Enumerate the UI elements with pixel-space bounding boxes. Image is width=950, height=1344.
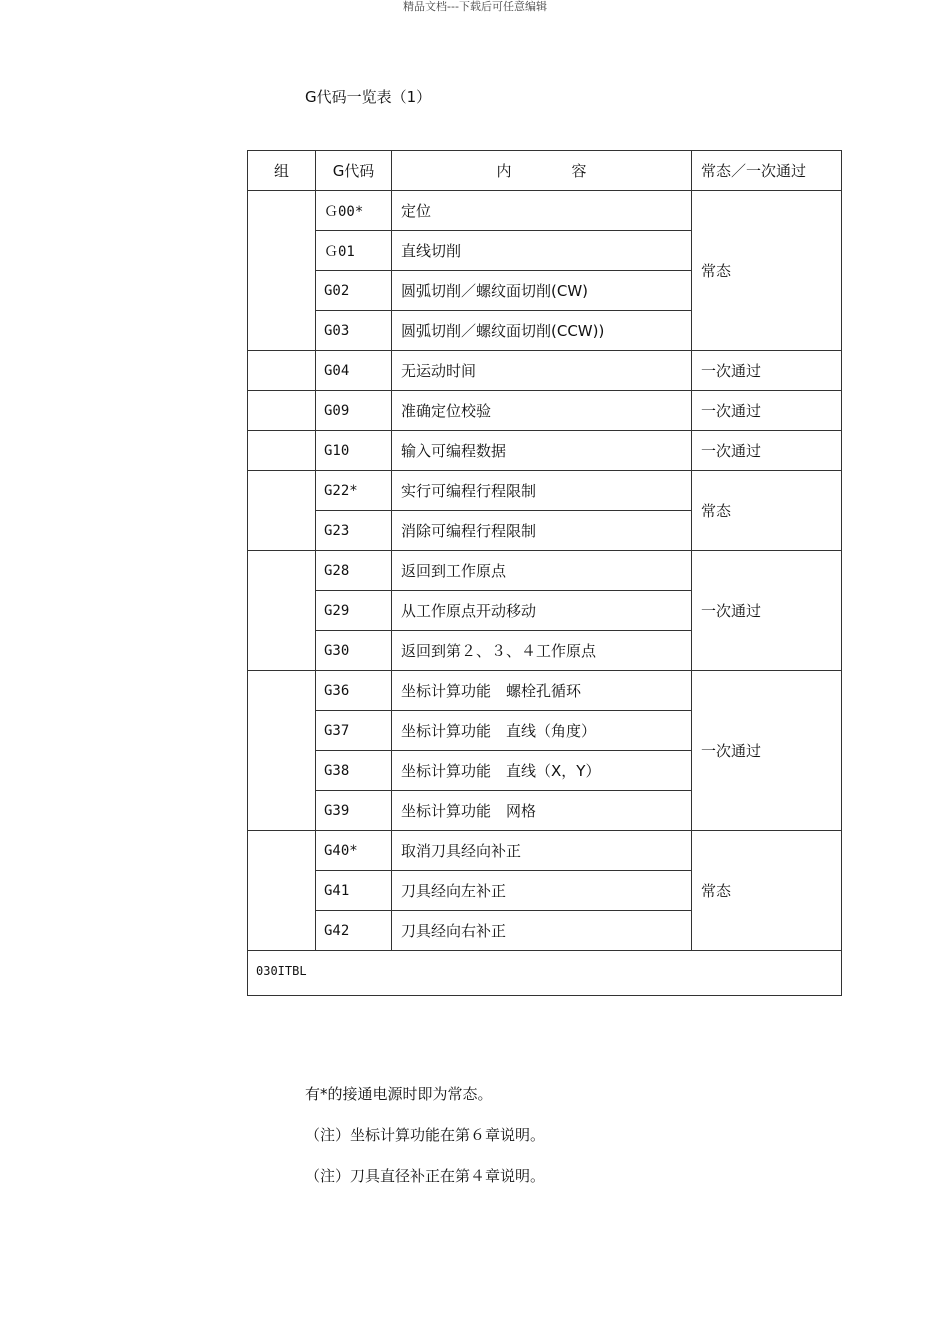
code-cell: G30 [316, 631, 392, 671]
note-line: 有*的接通电源时即为常态。 [305, 1085, 493, 1103]
note-line: （注）刀具直径补正在第４章说明。 [305, 1167, 546, 1185]
group-cell [248, 471, 316, 551]
content-cell: 从工作原点开动移动 [392, 591, 692, 631]
table-header-row [248, 151, 842, 191]
code-cell: G23 [316, 511, 392, 551]
code-cell: G10 [316, 431, 392, 471]
table-body [248, 191, 842, 951]
content-cell: 圆弧切削／螺纹面切削(CCW)) [392, 311, 692, 351]
table-row [248, 391, 842, 431]
content-cell: 坐标计算功能 直线（X，Y） [392, 751, 692, 791]
header-content-right: 容 [571, 162, 587, 180]
content-cell: 坐标计算功能 直线（角度） [392, 711, 692, 751]
table-row [248, 831, 842, 871]
group-cell [248, 351, 316, 391]
g-code-table [247, 150, 842, 996]
mode-cell: 常态 [692, 191, 842, 351]
code-cell: G03 [316, 311, 392, 351]
code-cell: G37 [316, 711, 392, 751]
code-cell: G09 [316, 391, 392, 431]
content-cell: 圆弧切削／螺纹面切削(CW) [392, 271, 692, 311]
content-cell: 返回到第２、３、４工作原点 [392, 631, 692, 671]
note-line: （注）坐标计算功能在第６章说明。 [305, 1126, 546, 1144]
group-cell [248, 391, 316, 431]
mode-cell: 一次通过 [692, 671, 842, 831]
table-row [248, 471, 842, 511]
mode-cell: 一次通过 [692, 351, 842, 391]
table-row [248, 551, 842, 591]
content-cell: 坐标计算功能 网格 [392, 791, 692, 831]
code-cell: G42 [316, 911, 392, 951]
code-cell: G39 [316, 791, 392, 831]
code-cell: Ｇ00* [316, 191, 392, 231]
table-row [248, 351, 842, 391]
table-row [248, 431, 842, 471]
content-cell: 刀具经向左补正 [392, 871, 692, 911]
table-row [248, 191, 842, 231]
content-cell: 输入可编程数据 [392, 431, 692, 471]
mode-cell: 一次通过 [692, 551, 842, 671]
code-cell: G29 [316, 591, 392, 631]
content-cell: 定位 [392, 191, 692, 231]
table-footer-code: 030ITBL [248, 951, 842, 996]
header-code: G代码 [316, 151, 392, 191]
group-cell [248, 551, 316, 671]
group-cell [248, 671, 316, 831]
group-cell [248, 831, 316, 951]
code-cell: G40* [316, 831, 392, 871]
content-cell: 直线切削 [392, 231, 692, 271]
notes [305, 1083, 545, 1206]
code-cell: G04 [316, 351, 392, 391]
group-cell [248, 431, 316, 471]
mode-cell: 常态 [692, 471, 842, 551]
code-cell: Ｇ01 [316, 231, 392, 271]
header-group: 组 [248, 151, 316, 191]
content-cell: 准确定位校验 [392, 391, 692, 431]
code-cell: G28 [316, 551, 392, 591]
mode-cell: 一次通过 [692, 391, 842, 431]
content-cell: 消除可编程行程限制 [392, 511, 692, 551]
table-row [248, 671, 842, 711]
page-header: 精品文档---下载后可任意编辑 [403, 0, 547, 13]
code-cell: G22* [316, 471, 392, 511]
header-mode: 常态／一次通过 [692, 151, 842, 191]
content-cell: 返回到工作原点 [392, 551, 692, 591]
table-footer-row [248, 951, 842, 996]
code-cell: G41 [316, 871, 392, 911]
content-cell: 无运动时间 [392, 351, 692, 391]
mode-cell: 常态 [692, 831, 842, 951]
content-cell: 实行可编程行程限制 [392, 471, 692, 511]
header-content-left: 内 [496, 162, 512, 180]
code-cell: G02 [316, 271, 392, 311]
content-cell: 坐标计算功能 螺栓孔循环 [392, 671, 692, 711]
header-content [392, 151, 692, 191]
content-cell: 取消刀具经向补正 [392, 831, 692, 871]
code-cell: G36 [316, 671, 392, 711]
table-title: G代码一览表（1） [305, 88, 432, 106]
content-cell: 刀具经向右补正 [392, 911, 692, 951]
group-cell [248, 191, 316, 351]
mode-cell: 一次通过 [692, 431, 842, 471]
code-cell: G38 [316, 751, 392, 791]
